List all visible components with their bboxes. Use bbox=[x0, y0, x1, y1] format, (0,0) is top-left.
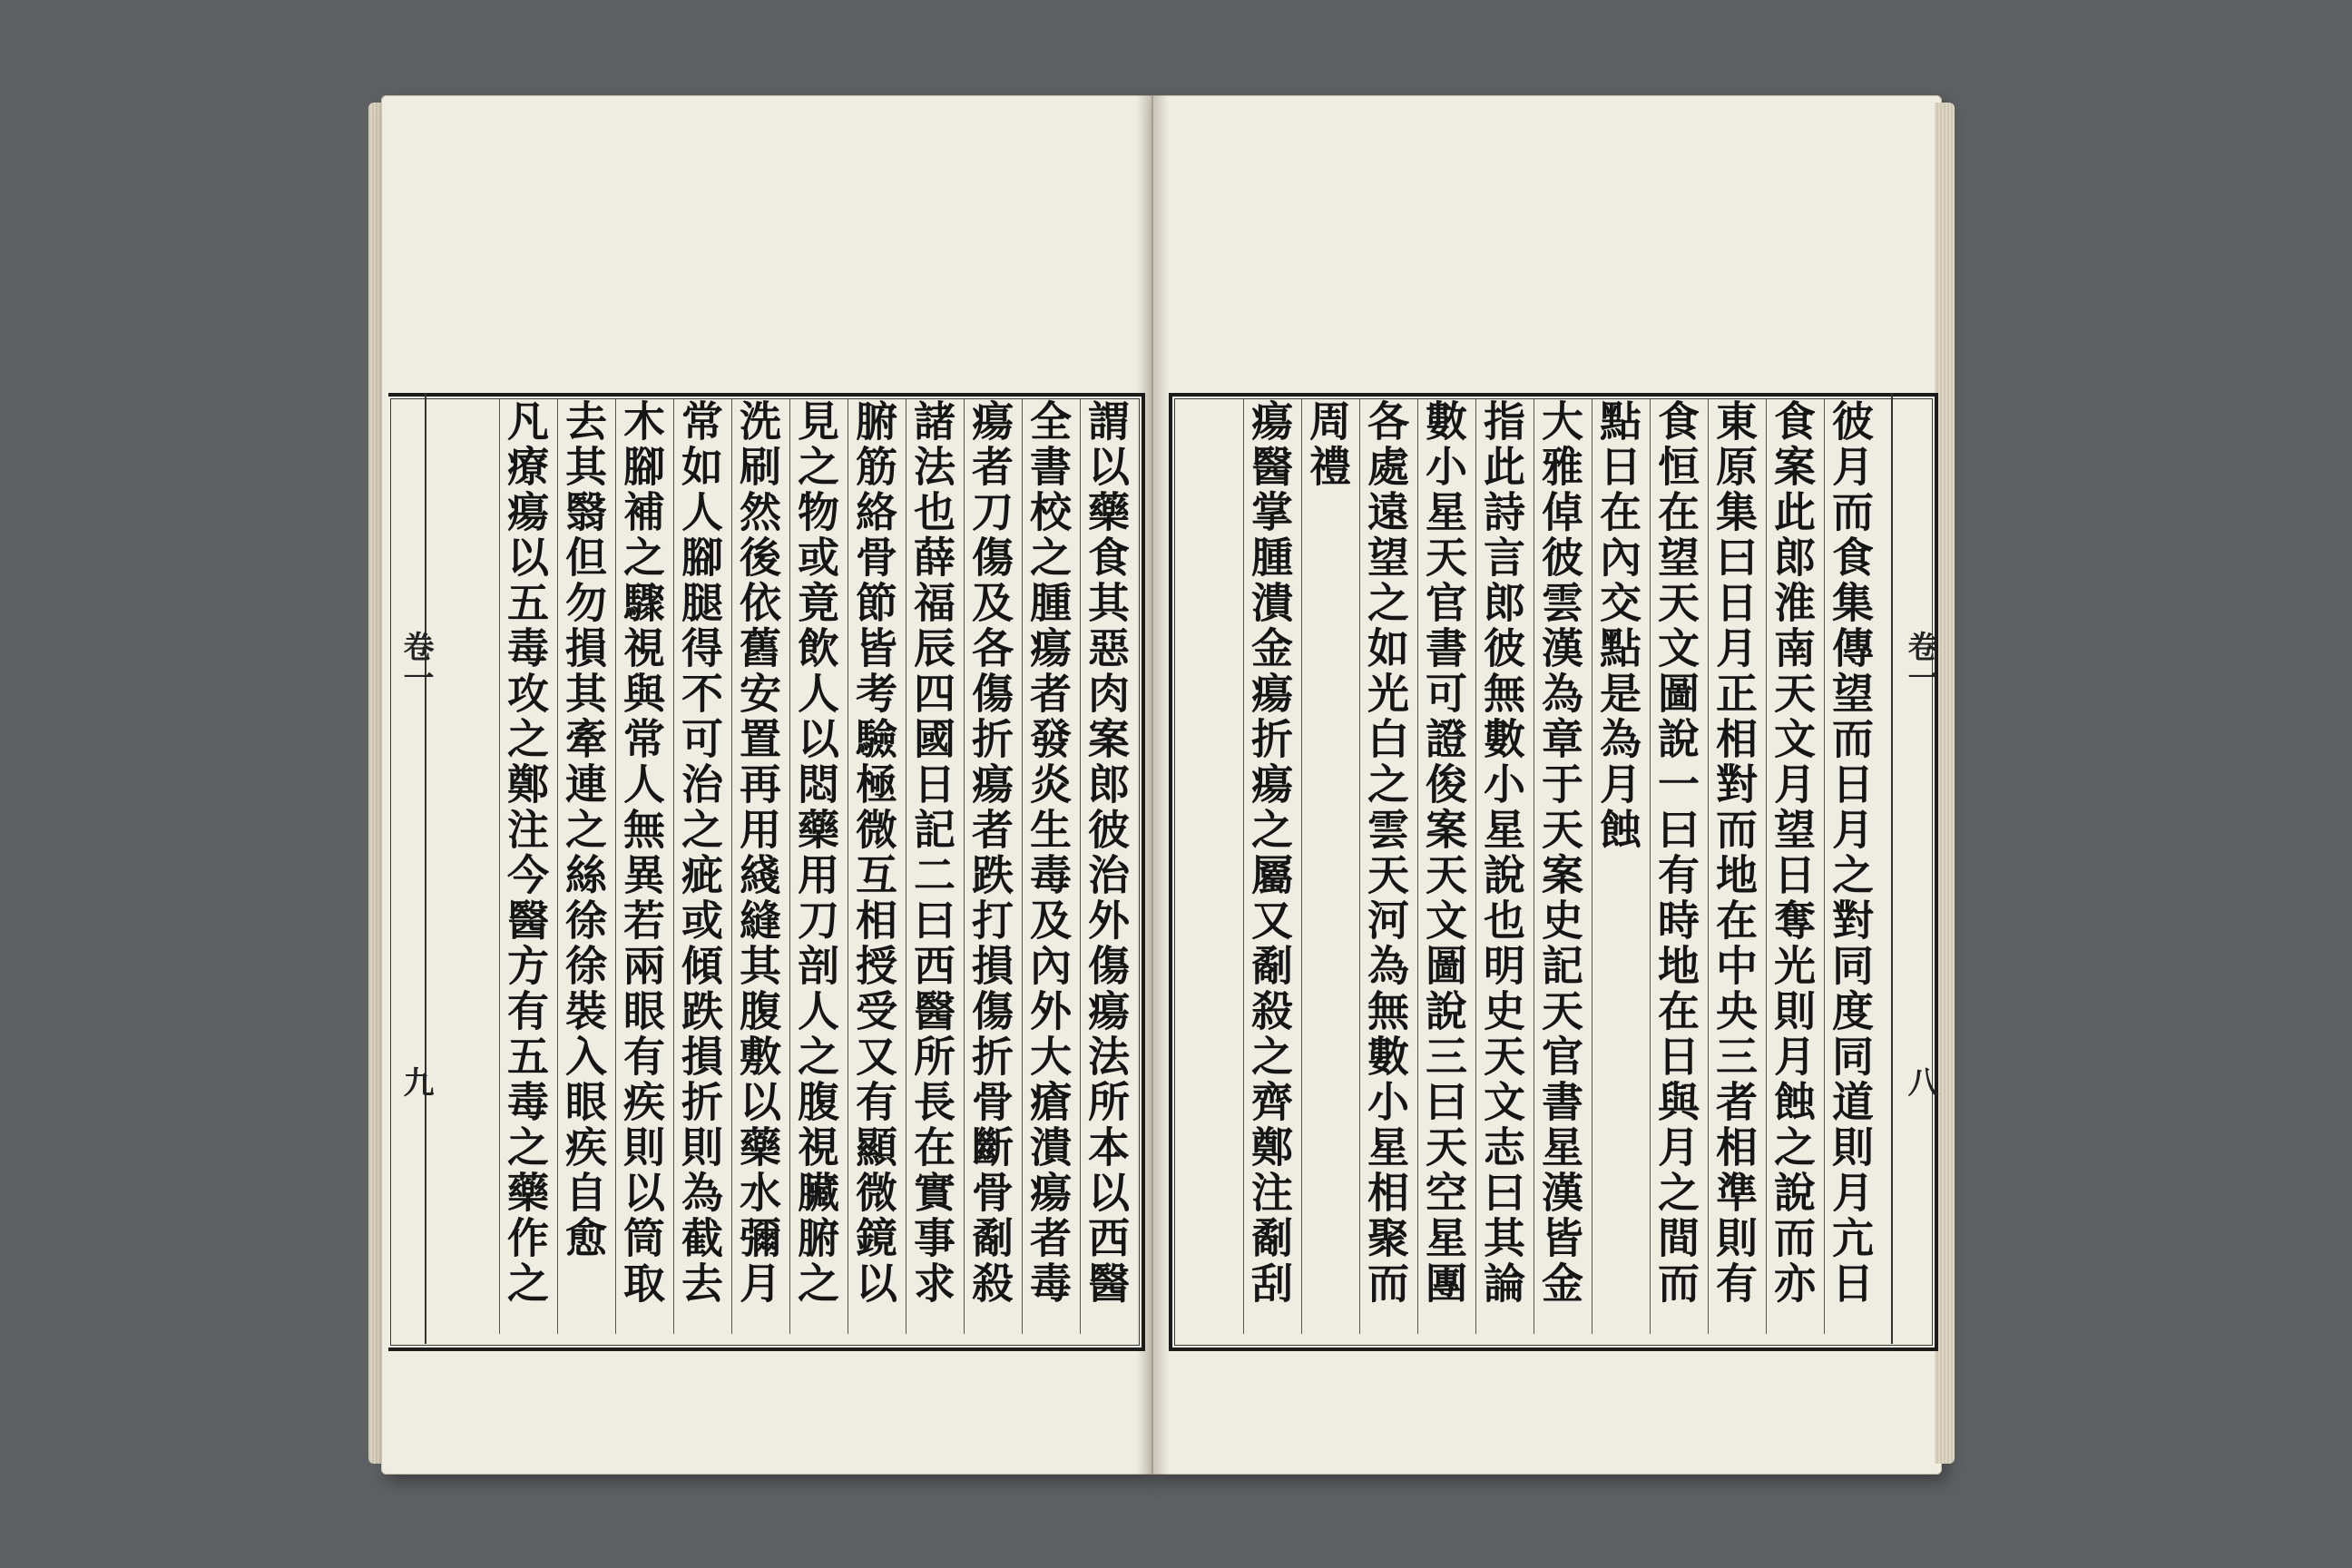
right-column-4: 食恒在望天文圖說一曰有時地在日與月之間而 bbox=[1650, 399, 1701, 1334]
left-page-number: 九 bbox=[397, 1066, 434, 1097]
left-volume-label: 卷一 bbox=[397, 631, 434, 692]
right-column-5: 點日在內交點是為月蝕 bbox=[1592, 399, 1643, 1334]
left-center-strip-line bbox=[425, 393, 426, 1344]
right-column-6: 大雅倬彼雲漢為章于天案史記天官書星漢皆金 bbox=[1534, 399, 1585, 1334]
right-center-strip-line bbox=[1891, 393, 1893, 1344]
right-column-1: 彼月而食集傳望而日月之對同度同道則月亢日 bbox=[1824, 399, 1876, 1334]
open-book bbox=[381, 86, 1955, 1497]
left-column-8: 常如人腳腿得不可治之疵或傾跌損折則為截去 bbox=[673, 399, 725, 1334]
left-column-11: 凡療瘍以五毒攻之鄭注今醫方有五毒之藥作之 bbox=[499, 399, 551, 1334]
right-column-11: 瘍醫掌腫潰金瘍折瘍之屬又劀殺之齊鄭注劀刮 bbox=[1243, 399, 1295, 1334]
left-column-4: 諸法也薛福辰四國日記二曰西醫所長在實事求 bbox=[906, 399, 957, 1334]
right-volume-label: 卷一 bbox=[1902, 631, 1938, 692]
right-page-number: 八 bbox=[1902, 1066, 1938, 1097]
left-column-2: 全書校之腫瘍者發炎生毒及內外大瘡潰瘍者毒 bbox=[1022, 399, 1073, 1334]
right-column-8: 數小星天官書可證俊案天文圖說三曰天空星團 bbox=[1417, 399, 1469, 1334]
left-column-3: 瘍者刀傷及各傷折瘍者跌打損傷折骨斷骨劀殺 bbox=[964, 399, 1015, 1334]
left-column-1: 謂以藥食其惡肉案郎彼治外傷瘍法所本以西醫 bbox=[1080, 399, 1132, 1334]
right-column-2: 食案此郎淮南天文月望日奪光則月蝕之說而亦 bbox=[1766, 399, 1818, 1334]
left-column-10: 去其翳但勿損其牽連之絲徐徐裝入眼疾自愈 bbox=[557, 399, 609, 1334]
right-column-9: 各處遠望之如光白之雲天河為無數小星相聚而 bbox=[1359, 399, 1411, 1334]
left-column-9: 木腳補之驟視與常人無異若兩眼有疾則以筒取 bbox=[615, 399, 667, 1334]
right-column-7: 指此詩言郎彼無數小星說也明史天文志曰其論 bbox=[1475, 399, 1527, 1334]
right-column-3: 東原集曰日月正相對而地在中央三者相準則有 bbox=[1708, 399, 1759, 1334]
right-column-10: 周禮 bbox=[1301, 399, 1353, 1334]
left-column-5: 腑筋絡骨節皆考驗極微互相授受又有顯微鏡以 bbox=[848, 399, 899, 1334]
left-column-6: 見之物或竟飲人以悶藥用刀剖人之腹視臟腑之 bbox=[789, 399, 841, 1334]
left-column-7: 洗刷然後依舊安置再用綫縫其腹敷以藥水彌月 bbox=[731, 399, 783, 1334]
